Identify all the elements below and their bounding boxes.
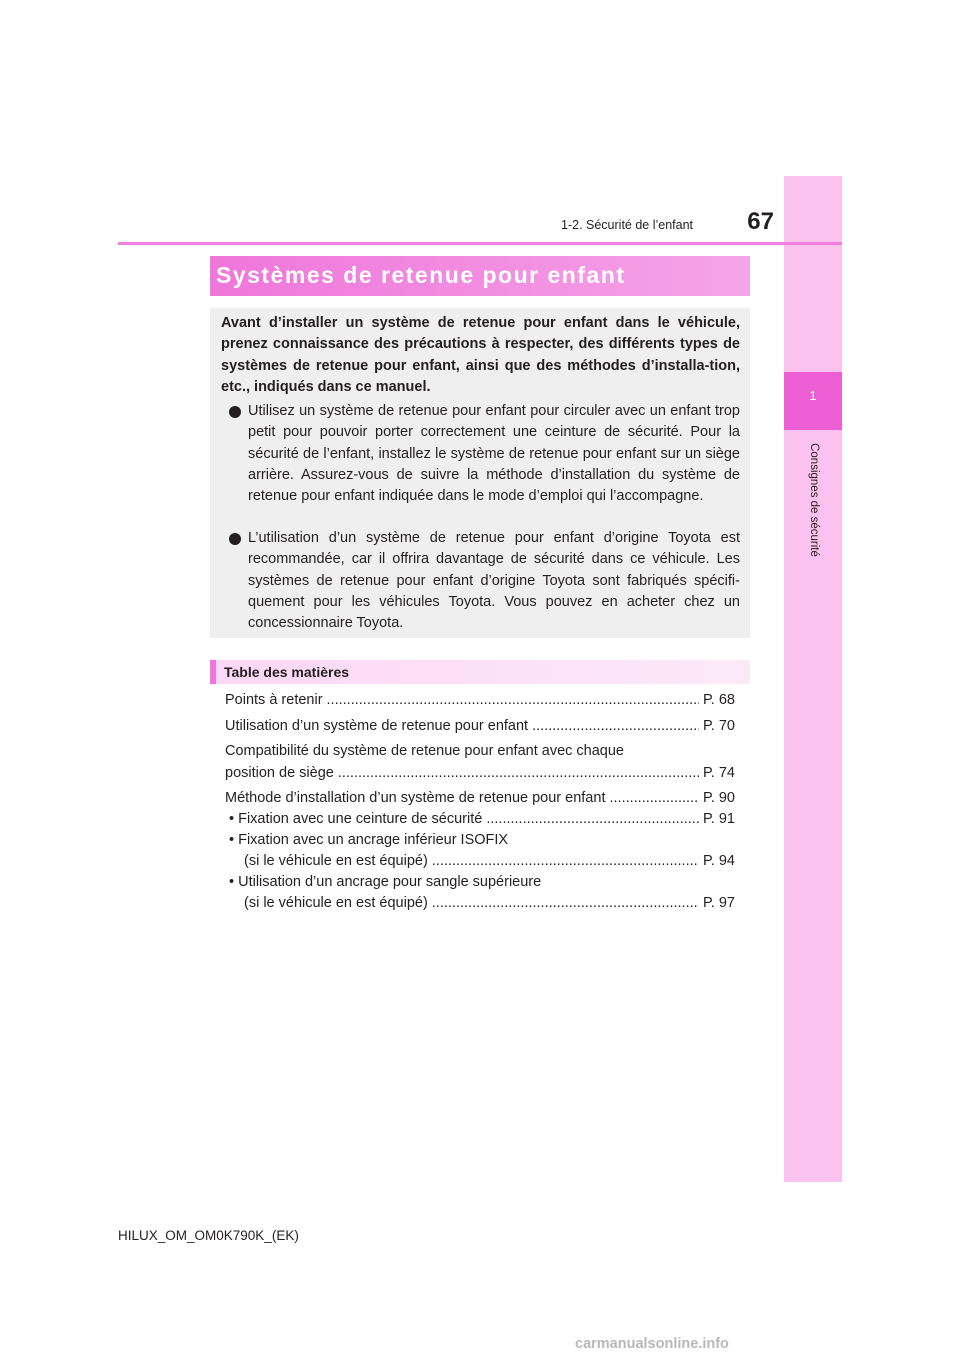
- chapter-number: 1: [809, 388, 817, 403]
- toc-title: Table des matières: [224, 664, 350, 680]
- toc-leader-dots: [432, 895, 699, 912]
- toc-leader-dots: [532, 718, 699, 735]
- chapter-title: Consignes de sécurité: [808, 443, 820, 557]
- toc-entry-page: P. 90: [703, 790, 735, 806]
- toc-entry-text: Utilisation d’un système de retenue pour enfant: [225, 718, 529, 734]
- toc-leader-dots: [486, 811, 699, 828]
- watermark: carmanualsonline.info: [575, 1336, 729, 1352]
- bullet-dot-icon: [229, 533, 241, 545]
- toc-entry-page: P. 70: [703, 718, 735, 734]
- toc-entry-text: Méthode d’installation d’un système de retenue pour enfant: [225, 790, 606, 806]
- document-code: HILUX_OM_OM0K790K_(EK): [118, 1228, 299, 1243]
- intro-bullet: [221, 401, 740, 507]
- page-title: Systèmes de retenue pour enfant: [216, 262, 626, 288]
- toc-entry-text: position de siège: [225, 765, 334, 781]
- toc-entry-page: P. 74: [703, 765, 735, 781]
- toc-subentry-line1[interactable]: • Utilisation d’un ancrage pour sangle supérieure: [229, 874, 542, 890]
- toc-entry-text: (si le véhicule en est équipé): [244, 895, 428, 911]
- toc-accent: [210, 660, 216, 684]
- toc-entry-line1[interactable]: Compatibilité du système de retenue pour enfant avec chaque: [225, 743, 624, 759]
- toc-subentry-line1[interactable]: • Fixation avec un ancrage inférieur ISOFIX: [229, 832, 509, 848]
- bullet-text: Utilisez un système de retenue pour enfant pour circuler avec un enfant trop petit pour pouvoir porter correctement une ceinture de sécurité. Pour la sécurité de l’enfant, installez le système de retenue pour enfant sur un siège arrière. Assurez-vous de suivre la méthode d’installation du système de retenue pour enfant indiquée dans le mode d’emploi qui l’accompagne.: [248, 403, 740, 505]
- bullet-dot-icon: [229, 406, 241, 418]
- toc-entry-page: P. 94: [703, 853, 735, 869]
- chapter-side-tab: [784, 176, 842, 1182]
- page-number: 67: [747, 208, 774, 235]
- toc-entry-text: Points à retenir: [225, 692, 323, 708]
- toc-entry-text: • Fixation avec une ceinture de sécurité: [229, 811, 483, 827]
- section-header: 1-2. Sécurité de l’enfant: [561, 218, 694, 232]
- intro-bullet: [221, 528, 740, 634]
- toc-entry-page: P. 68: [703, 692, 735, 708]
- toc-entry-page: P. 97: [703, 895, 735, 911]
- toc-leader-dots: [609, 790, 699, 807]
- bullet-text: L’utilisation d’un système de retenue pour enfant d’origine Toyota est recommandée, car il offrira davantage de sécurité dans ce véhicule. Les systèmes de retenue pour enfant d’origine Toyota sont fabriqués spécifi-quement pour les véhicules Toyota. Vous pouvez en acheter chez un concessionnaire Toyota.: [248, 530, 740, 632]
- intro-lead-text: Avant d’installer un système de retenue pour enfant dans le véhicule, prenez connaissance des précautions à respecter, des différents types de systèmes de retenue pour enfant, ainsi que des méthodes d’installa-tion, etc., indiqués dans ce manuel.: [221, 315, 740, 395]
- toc-leader-dots: [432, 853, 699, 870]
- toc-entry-page: P. 91: [703, 811, 735, 827]
- toc-entry-text: (si le véhicule en est équipé): [244, 853, 428, 869]
- header-rule: [118, 242, 842, 245]
- toc-leader-dots: [327, 692, 699, 709]
- toc-leader-dots: [338, 765, 699, 782]
